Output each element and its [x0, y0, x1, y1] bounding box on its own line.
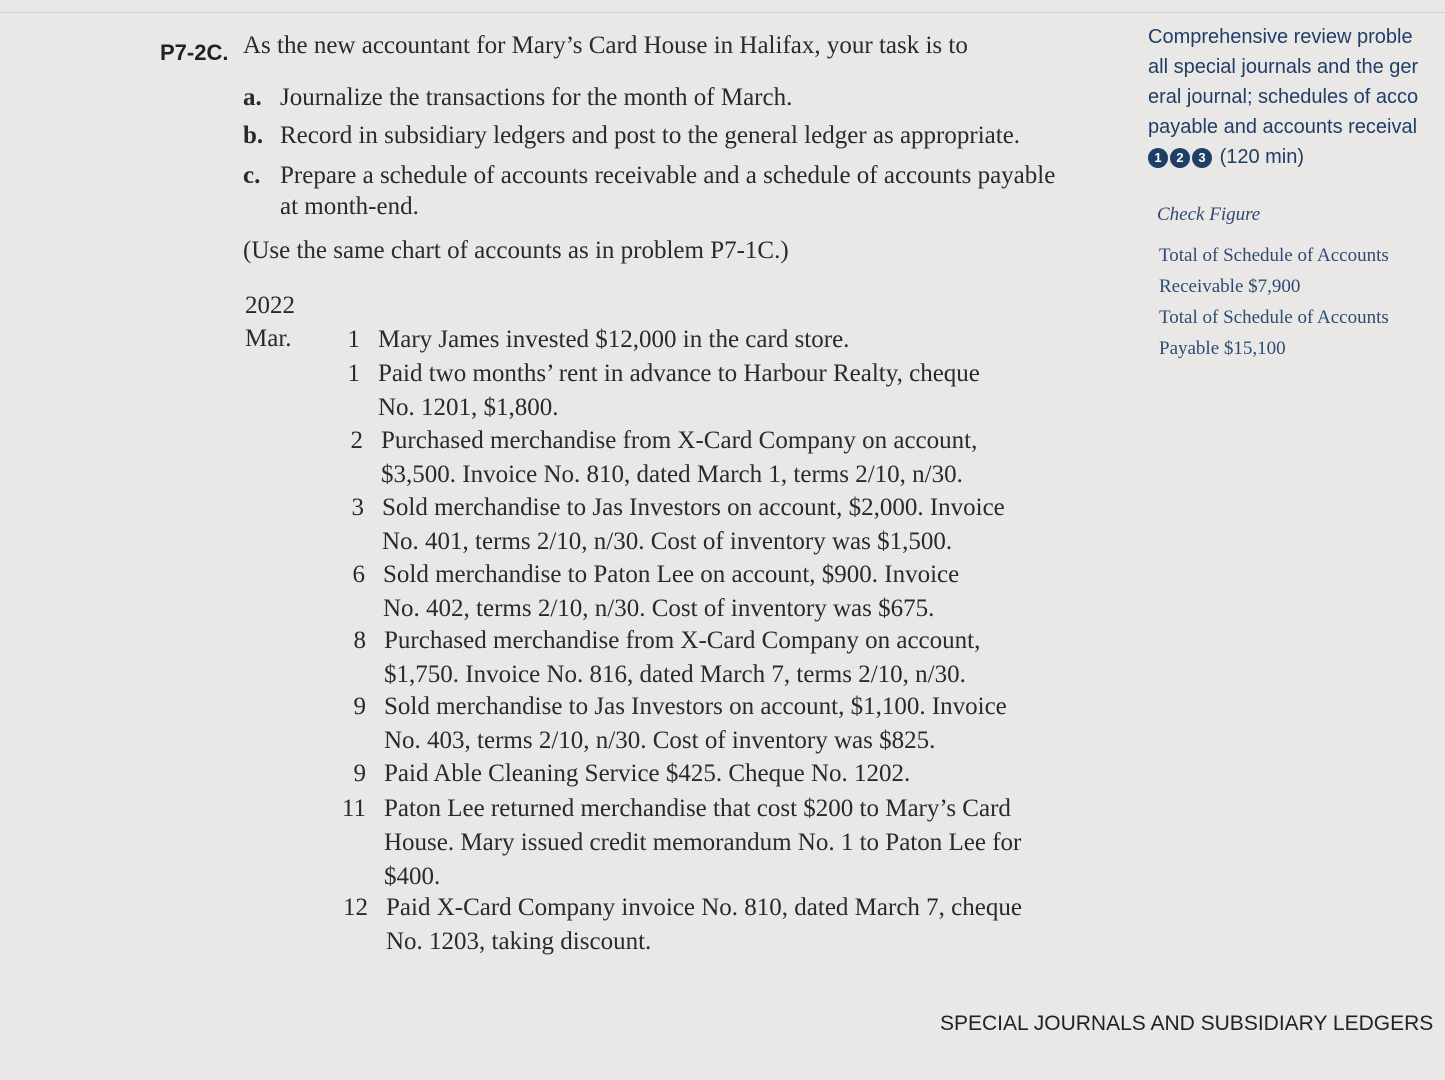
transaction-text: Mary James invested $12,000 in the card store.	[378, 326, 850, 353]
check-line: Total of Schedule of Accounts	[1159, 307, 1389, 328]
check-line: Payable $15,100	[1159, 338, 1286, 359]
transaction-day: 1	[347, 360, 360, 387]
transaction-text: Paton Lee returned merchandise that cost $200 to Mary’s Card House. Mary issued credit memorandum No. 1 to Paton Lee for $400.	[384, 795, 1022, 890]
transaction-day: 8	[353, 627, 366, 654]
transaction-text: Sold merchandise to Jas Investors on account, $2,000. Invoice No. 401, terms 2/10, n/30. Cost of inventory was $1,500.	[382, 494, 1005, 555]
transaction-day: 3	[351, 494, 364, 521]
task-text: Record in subsidiary ledgers and post to the general ledger as appropriate.	[280, 122, 1021, 149]
task-letter: b.	[243, 122, 264, 149]
sidebar-description	[1148, 22, 1418, 172]
objective-2-icon: 2	[1170, 148, 1190, 168]
time-estimate: (120 min)	[1219, 146, 1305, 168]
task-text-continued: at month-end.	[280, 193, 419, 220]
transaction-text: Paid two months’ rent in advance to Harbour Realty, cheque No. 1201, $1,800.	[378, 360, 980, 421]
check-figure-text	[1159, 240, 1389, 364]
transaction-text: Purchased merchandise from X-Card Company on account, $1,750. Invoice No. 816, dated March 7, terms 2/10, n/30.	[384, 627, 981, 688]
transaction-day: 2	[350, 427, 363, 454]
transaction-day: 6	[352, 561, 365, 588]
check-figure-heading: Check Figure	[1157, 204, 1261, 225]
transaction-day: 1	[347, 326, 360, 353]
year-label: 2022	[245, 292, 295, 319]
sidebar-line: eral journal; schedules of acco	[1148, 86, 1419, 108]
page-top-rule	[0, 12, 1445, 13]
objective-3-icon: 3	[1192, 148, 1212, 168]
problem-intro: As the new accountant for Mary’s Card House in Halifax, your task is to	[243, 32, 968, 59]
task-text: Journalize the transactions for the month of March.	[280, 84, 793, 111]
check-line: Receivable $7,900	[1159, 276, 1301, 297]
transaction-day: 9	[353, 693, 366, 720]
objectives-row	[1148, 142, 1418, 172]
objective-1-icon: 1	[1148, 148, 1168, 168]
sidebar-line: Comprehensive review proble	[1148, 26, 1413, 48]
chart-of-accounts-note: (Use the same chart of accounts as in problem P7-1C.)	[243, 237, 789, 264]
problem-id: P7-2C.	[160, 40, 229, 65]
sidebar-line: all special journals and the ger	[1148, 56, 1419, 78]
task-letter: a.	[243, 84, 262, 111]
transaction-text: Paid Able Cleaning Service $425. Cheque No. 1202.	[384, 760, 911, 787]
check-line: Total of Schedule of Accounts	[1159, 245, 1389, 266]
objective-bullets	[1148, 142, 1214, 172]
transaction-text: Sold merchandise to Paton Lee on account, $900. Invoice No. 402, terms 2/10, n/30. Cost of inventory was $675.	[383, 561, 960, 622]
task-letter: c.	[243, 162, 261, 189]
transaction-day: 11	[341, 795, 366, 822]
task-text: Prepare a schedule of accounts receivable and a schedule of accounts payable	[280, 162, 1056, 189]
page-footer: SPECIAL JOURNALS AND SUBSIDIARY LEDGERS	[940, 1012, 1434, 1035]
task-b	[243, 122, 1020, 150]
task-a	[243, 84, 792, 112]
task-c	[243, 162, 1056, 220]
transaction-text: Paid X-Card Company invoice No. 810, dated March 7, cheque No. 1203, taking discount.	[386, 894, 1022, 955]
sidebar-line: payable and accounts receival	[1148, 116, 1418, 138]
transaction-text: Purchased merchandise from X-Card Company on account, $3,500. Invoice No. 810, dated March 1, terms 2/10, n/30.	[381, 427, 978, 488]
transaction-day: 9	[353, 760, 366, 787]
month-label: Mar.	[245, 325, 292, 352]
transaction-day: 12	[343, 894, 368, 921]
transaction-text: Sold merchandise to Jas Investors on account, $1,100. Invoice No. 403, terms 2/10, n/30. Cost of inventory was $825.	[384, 693, 1007, 754]
